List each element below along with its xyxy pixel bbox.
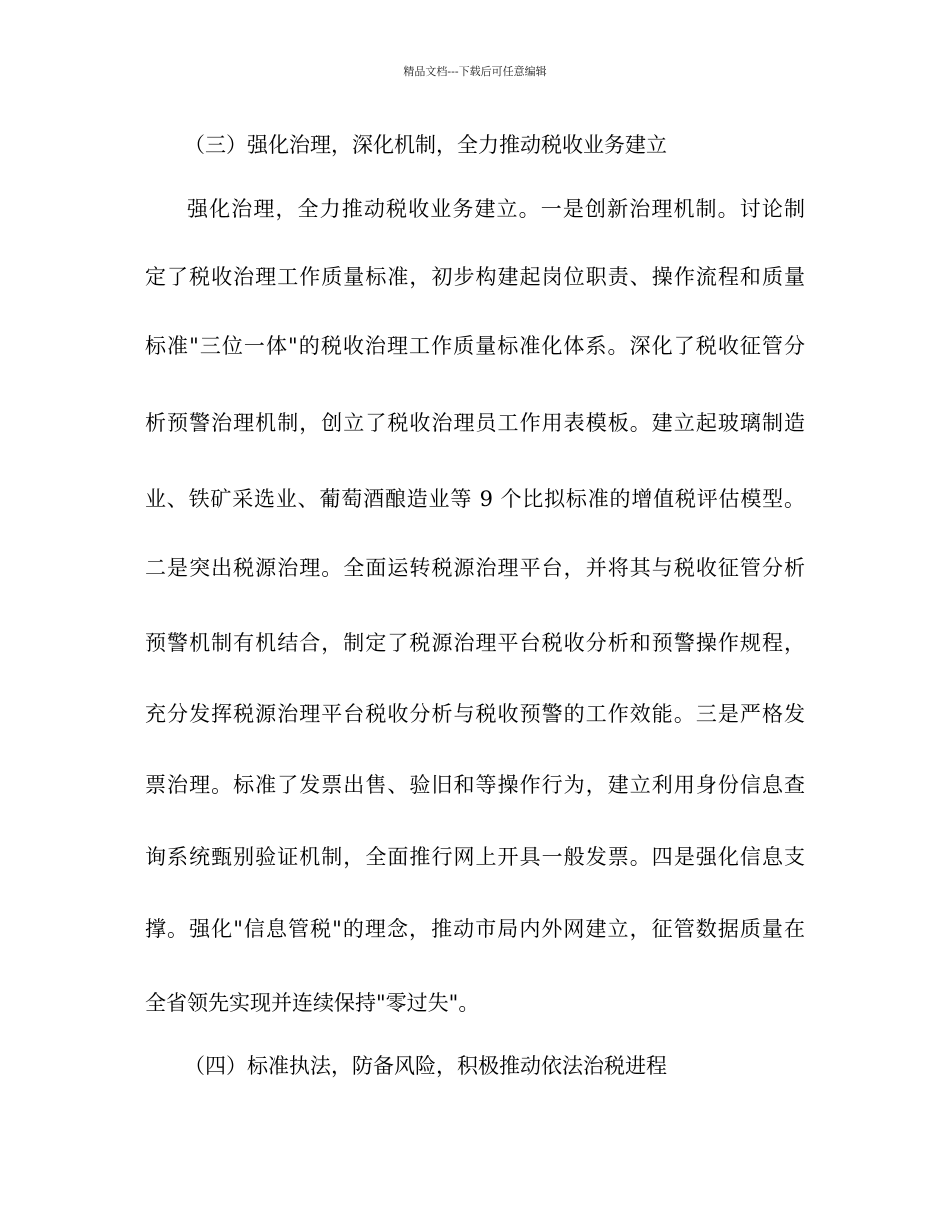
- paragraph-line: 标准"三位一体"的税收治理工作质量标准化体系。深化了税收征管分: [145, 334, 805, 358]
- paragraph-line: 充分发挥税源治理平台税收分析与税收预警的工作效能。三是严格发: [145, 702, 805, 726]
- section-heading-4: （四）标准执法，防备风险，积极推动依法治税进程: [184, 1054, 667, 1078]
- paragraph-line: 票治理。标准了发票出售、验旧和等操作行为，建立利用身份信息查: [145, 773, 805, 797]
- paragraph-line: 业、铁矿采选业、葡萄酒酿造业等 9 个比拟标准的增值税评估模型。: [145, 487, 805, 511]
- paragraph-line: 定了税收治理工作质量标准，初步构建起岗位职责、操作流程和质量: [145, 265, 805, 289]
- paragraph-line: 析预警治理机制，创立了税收治理员工作用表模板。建立起玻璃制造: [145, 411, 805, 435]
- paragraph-line: 预警机制有机结合，制定了税源治理平台税收分析和预警操作规程，: [145, 631, 805, 655]
- paragraph-line: 强化治理，全力推动税收业务建立。一是创新治理机制。讨论制: [187, 197, 805, 221]
- paragraph-line: 二是突出税源治理。全面运转税源治理平台，并将其与税收征管分析: [145, 556, 805, 580]
- paragraph-line: 询系统甄别验证机制，全面推行网上开具一般发票。四是强化信息支: [145, 845, 805, 869]
- page-header: 精品文档---下载后可任意编辑: [403, 65, 547, 78]
- paragraph-line: 撑。强化"信息管税"的理念，推动市局内外网建立，征管数据质量在: [145, 917, 805, 941]
- section-heading-3: （三）强化治理，深化机制，全力推动税收业务建立: [184, 133, 667, 157]
- paragraph-line: 全省领先实现并连续保持"零过失"。: [145, 991, 480, 1015]
